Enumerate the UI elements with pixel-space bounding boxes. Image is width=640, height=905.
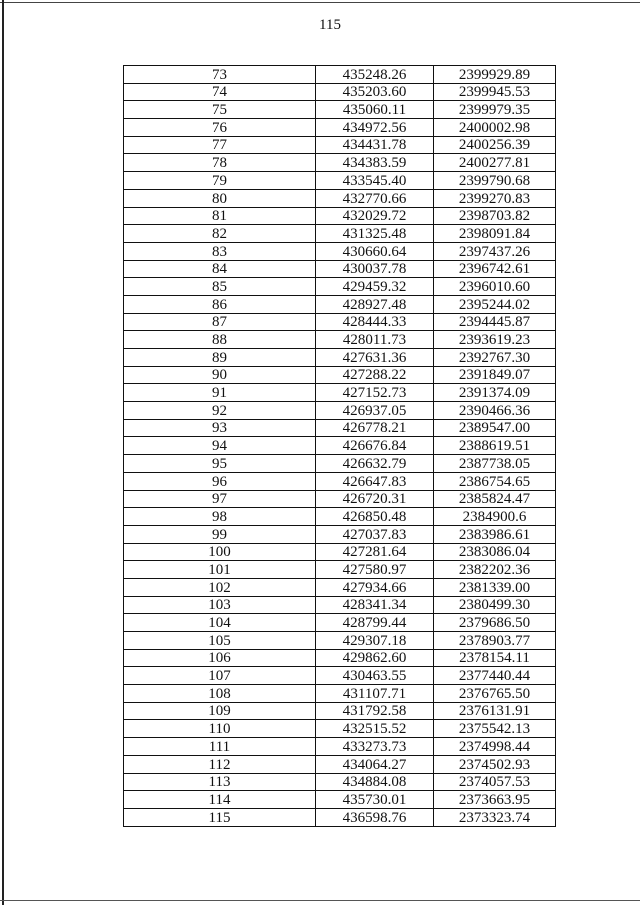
table-row <box>124 525 556 543</box>
y-coordinate-cell: 2398703.82 <box>434 207 556 225</box>
x-coordinate-cell: 427288.22 <box>316 366 434 384</box>
y-coordinate-cell: 2400002.98 <box>434 119 556 137</box>
x-coordinate-cell: 434064.27 <box>316 755 434 773</box>
point-number-cell: 76 <box>124 119 316 137</box>
x-coordinate-cell: 427037.83 <box>316 525 434 543</box>
x-coordinate-cell: 429307.18 <box>316 632 434 650</box>
x-coordinate-cell: 429459.32 <box>316 278 434 296</box>
y-coordinate-cell: 2378903.77 <box>434 632 556 650</box>
point-number-cell: 79 <box>124 172 316 190</box>
y-coordinate-cell: 2384900.6 <box>434 508 556 526</box>
table-row <box>124 225 556 243</box>
point-number-cell: 96 <box>124 472 316 490</box>
coordinates-table-body <box>124 66 556 827</box>
x-coordinate-cell: 434431.78 <box>316 136 434 154</box>
table-row <box>124 578 556 596</box>
table-row <box>124 384 556 402</box>
table-row <box>124 66 556 84</box>
y-coordinate-cell: 2396010.60 <box>434 278 556 296</box>
page-number: 115 <box>319 17 341 33</box>
x-coordinate-cell: 433545.40 <box>316 172 434 190</box>
point-number-cell: 87 <box>124 313 316 331</box>
y-coordinate-cell: 2393619.23 <box>434 331 556 349</box>
table-row <box>124 561 556 579</box>
y-coordinate-cell: 2374057.53 <box>434 773 556 791</box>
y-coordinate-cell: 2385824.47 <box>434 490 556 508</box>
x-coordinate-cell: 428011.73 <box>316 331 434 349</box>
point-number-cell: 80 <box>124 189 316 207</box>
y-coordinate-cell: 2399270.83 <box>434 189 556 207</box>
x-coordinate-cell: 433273.73 <box>316 738 434 756</box>
y-coordinate-cell: 2383986.61 <box>434 525 556 543</box>
table-row <box>124 791 556 809</box>
point-number-cell: 109 <box>124 702 316 720</box>
y-coordinate-cell: 2386754.65 <box>434 472 556 490</box>
y-coordinate-cell: 2399929.89 <box>434 66 556 84</box>
table-row <box>124 172 556 190</box>
x-coordinate-cell: 431107.71 <box>316 685 434 703</box>
x-coordinate-cell: 428927.48 <box>316 295 434 313</box>
y-coordinate-cell: 2396742.61 <box>434 260 556 278</box>
table-row <box>124 702 556 720</box>
point-number-cell: 100 <box>124 543 316 561</box>
table-row <box>124 437 556 455</box>
x-coordinate-cell: 434383.59 <box>316 154 434 172</box>
table-row <box>124 455 556 473</box>
y-coordinate-cell: 2399979.35 <box>434 101 556 119</box>
point-number-cell: 110 <box>124 720 316 738</box>
table-row <box>124 490 556 508</box>
page-bottom-edge <box>0 900 640 901</box>
table-row <box>124 242 556 260</box>
x-coordinate-cell: 428799.44 <box>316 614 434 632</box>
y-coordinate-cell: 2397437.26 <box>434 242 556 260</box>
table-row <box>124 295 556 313</box>
point-number-cell: 115 <box>124 808 316 826</box>
y-coordinate-cell: 2400256.39 <box>434 136 556 154</box>
y-coordinate-cell: 2399790.68 <box>434 172 556 190</box>
point-number-cell: 104 <box>124 614 316 632</box>
x-coordinate-cell: 428444.33 <box>316 313 434 331</box>
x-coordinate-cell: 427934.66 <box>316 578 434 596</box>
x-coordinate-cell: 430660.64 <box>316 242 434 260</box>
table-row <box>124 720 556 738</box>
table-row <box>124 773 556 791</box>
x-coordinate-cell: 435203.60 <box>316 83 434 101</box>
table-row <box>124 808 556 826</box>
y-coordinate-cell: 2399945.53 <box>434 83 556 101</box>
x-coordinate-cell: 435060.11 <box>316 101 434 119</box>
point-number-cell: 84 <box>124 260 316 278</box>
x-coordinate-cell: 436598.76 <box>316 808 434 826</box>
table-row <box>124 755 556 773</box>
page-left-edge <box>2 0 4 905</box>
point-number-cell: 97 <box>124 490 316 508</box>
point-number-cell: 88 <box>124 331 316 349</box>
x-coordinate-cell: 427281.64 <box>316 543 434 561</box>
point-number-cell: 85 <box>124 278 316 296</box>
x-coordinate-cell: 432515.52 <box>316 720 434 738</box>
table-row <box>124 685 556 703</box>
coordinates-table <box>123 65 556 827</box>
table-row <box>124 472 556 490</box>
table-row <box>124 207 556 225</box>
table-row <box>124 260 556 278</box>
y-coordinate-cell: 2394445.87 <box>434 313 556 331</box>
table-row <box>124 508 556 526</box>
x-coordinate-cell: 428341.34 <box>316 596 434 614</box>
point-number-cell: 101 <box>124 561 316 579</box>
table-row <box>124 189 556 207</box>
point-number-cell: 90 <box>124 366 316 384</box>
x-coordinate-cell: 426676.84 <box>316 437 434 455</box>
x-coordinate-cell: 430463.55 <box>316 667 434 685</box>
table-row <box>124 136 556 154</box>
point-number-cell: 73 <box>124 66 316 84</box>
point-number-cell: 95 <box>124 455 316 473</box>
table-row <box>124 313 556 331</box>
point-number-cell: 81 <box>124 207 316 225</box>
y-coordinate-cell: 2376765.50 <box>434 685 556 703</box>
point-number-cell: 102 <box>124 578 316 596</box>
y-coordinate-cell: 2390466.36 <box>434 402 556 420</box>
y-coordinate-cell: 2373323.74 <box>434 808 556 826</box>
x-coordinate-cell: 430037.78 <box>316 260 434 278</box>
point-number-cell: 107 <box>124 667 316 685</box>
y-coordinate-cell: 2389547.00 <box>434 419 556 437</box>
x-coordinate-cell: 432770.66 <box>316 189 434 207</box>
table-row <box>124 649 556 667</box>
x-coordinate-cell: 434972.56 <box>316 119 434 137</box>
table-row <box>124 119 556 137</box>
x-coordinate-cell: 426937.05 <box>316 402 434 420</box>
y-coordinate-cell: 2378154.11 <box>434 649 556 667</box>
point-number-cell: 112 <box>124 755 316 773</box>
point-number-cell: 99 <box>124 525 316 543</box>
y-coordinate-cell: 2375542.13 <box>434 720 556 738</box>
x-coordinate-cell: 427631.36 <box>316 349 434 367</box>
point-number-cell: 77 <box>124 136 316 154</box>
point-number-cell: 108 <box>124 685 316 703</box>
y-coordinate-cell: 2381339.00 <box>434 578 556 596</box>
y-coordinate-cell: 2395244.02 <box>434 295 556 313</box>
point-number-cell: 105 <box>124 632 316 650</box>
table-row <box>124 632 556 650</box>
y-coordinate-cell: 2383086.04 <box>434 543 556 561</box>
x-coordinate-cell: 426632.79 <box>316 455 434 473</box>
point-number-cell: 94 <box>124 437 316 455</box>
point-number-cell: 91 <box>124 384 316 402</box>
table-row <box>124 738 556 756</box>
point-number-cell: 78 <box>124 154 316 172</box>
point-number-cell: 111 <box>124 738 316 756</box>
x-coordinate-cell: 426850.48 <box>316 508 434 526</box>
y-coordinate-cell: 2376131.91 <box>434 702 556 720</box>
y-coordinate-cell: 2377440.44 <box>434 667 556 685</box>
table-row <box>124 349 556 367</box>
x-coordinate-cell: 427152.73 <box>316 384 434 402</box>
point-number-cell: 98 <box>124 508 316 526</box>
table-row <box>124 101 556 119</box>
y-coordinate-cell: 2380499.30 <box>434 596 556 614</box>
page-top-edge <box>0 2 640 3</box>
table-row <box>124 402 556 420</box>
y-coordinate-cell: 2374998.44 <box>434 738 556 756</box>
point-number-cell: 92 <box>124 402 316 420</box>
y-coordinate-cell: 2373663.95 <box>434 791 556 809</box>
x-coordinate-cell: 431792.58 <box>316 702 434 720</box>
point-number-cell: 86 <box>124 295 316 313</box>
x-coordinate-cell: 432029.72 <box>316 207 434 225</box>
x-coordinate-cell: 426778.21 <box>316 419 434 437</box>
table-row <box>124 596 556 614</box>
y-coordinate-cell: 2388619.51 <box>434 437 556 455</box>
x-coordinate-cell: 427580.97 <box>316 561 434 579</box>
point-number-cell: 82 <box>124 225 316 243</box>
point-number-cell: 103 <box>124 596 316 614</box>
point-number-cell: 74 <box>124 83 316 101</box>
point-number-cell: 113 <box>124 773 316 791</box>
x-coordinate-cell: 426647.83 <box>316 472 434 490</box>
point-number-cell: 114 <box>124 791 316 809</box>
y-coordinate-cell: 2398091.84 <box>434 225 556 243</box>
table-row <box>124 543 556 561</box>
y-coordinate-cell: 2379686.50 <box>434 614 556 632</box>
table-row <box>124 419 556 437</box>
table-row <box>124 331 556 349</box>
y-coordinate-cell: 2392767.30 <box>434 349 556 367</box>
y-coordinate-cell: 2391849.07 <box>434 366 556 384</box>
point-number-cell: 93 <box>124 419 316 437</box>
point-number-cell: 106 <box>124 649 316 667</box>
table-row <box>124 154 556 172</box>
y-coordinate-cell: 2382202.36 <box>434 561 556 579</box>
x-coordinate-cell: 434884.08 <box>316 773 434 791</box>
point-number-cell: 89 <box>124 349 316 367</box>
point-number-cell: 83 <box>124 242 316 260</box>
x-coordinate-cell: 429862.60 <box>316 649 434 667</box>
y-coordinate-cell: 2374502.93 <box>434 755 556 773</box>
table-row <box>124 83 556 101</box>
table-row <box>124 278 556 296</box>
y-coordinate-cell: 2387738.05 <box>434 455 556 473</box>
y-coordinate-cell: 2391374.09 <box>434 384 556 402</box>
x-coordinate-cell: 426720.31 <box>316 490 434 508</box>
x-coordinate-cell: 431325.48 <box>316 225 434 243</box>
table-row <box>124 614 556 632</box>
table-row <box>124 366 556 384</box>
x-coordinate-cell: 435248.26 <box>316 66 434 84</box>
x-coordinate-cell: 435730.01 <box>316 791 434 809</box>
point-number-cell: 75 <box>124 101 316 119</box>
table-row <box>124 667 556 685</box>
y-coordinate-cell: 2400277.81 <box>434 154 556 172</box>
